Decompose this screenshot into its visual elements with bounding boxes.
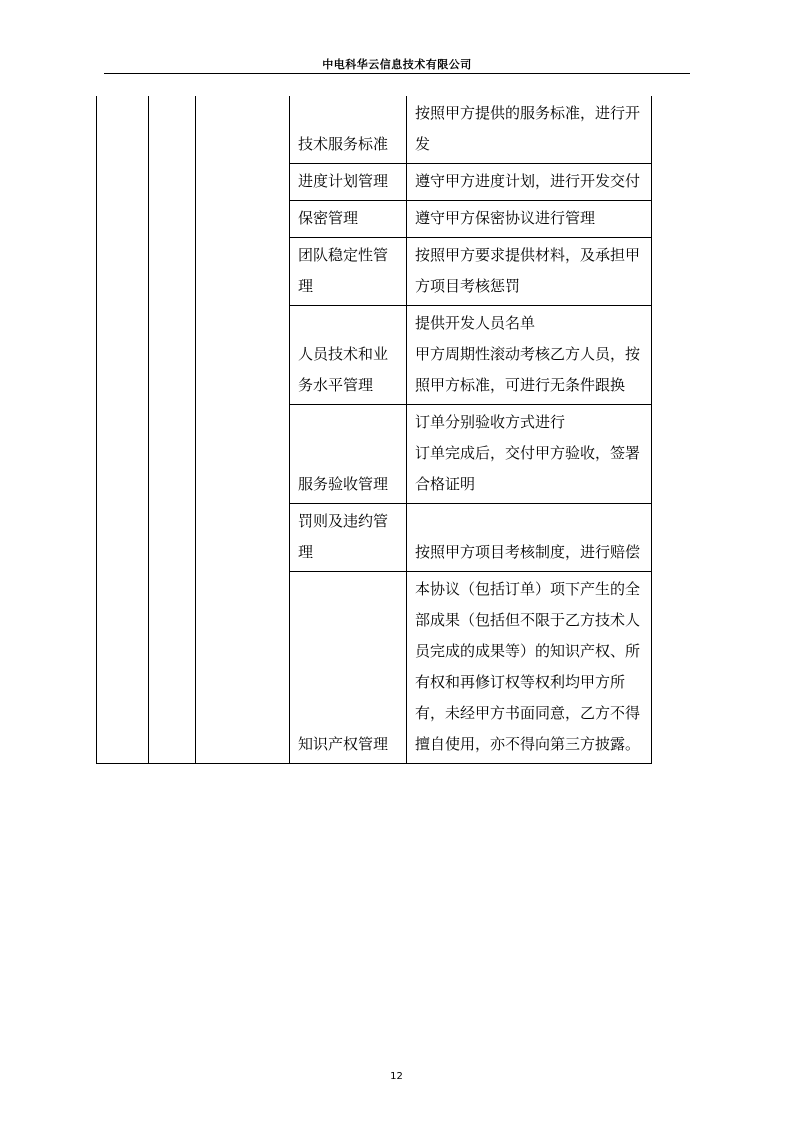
item-cell: 团队稳定性管理	[290, 238, 407, 306]
content-cell: 按照甲方项目考核制度，进行赔偿	[407, 504, 652, 572]
item-cell: 知识产权管理	[290, 572, 407, 764]
item-cell: 罚则及违约管理	[290, 504, 407, 572]
content-cell: 提供开发人员名单 甲方周期性滚动考核乙方人员，按照甲方标准，可进行无条件跟换	[407, 306, 652, 405]
content-cell: 按照甲方提供的服务标准，进行开发	[407, 96, 652, 164]
item-cell: 服务验收管理	[290, 405, 407, 504]
item-cell: 人员技术和业务水平管理	[290, 306, 407, 405]
management-table	[96, 96, 652, 764]
item-cell: 技术服务标准	[290, 96, 407, 164]
content-cell: 本协议（包括订单）项下产生的全部成果（包括但不限于乙方技术人员完成的成果等）的知识产权、所有权和再修订权等权利均甲方所有，未经甲方书面同意，乙方不得擅自使用，亦不得向第三方披露。	[407, 572, 652, 764]
content-cell: 按照甲方要求提供材料，及承担甲方项目考核惩罚	[407, 238, 652, 306]
content-cell: 遵守甲方保密协议进行管理	[407, 201, 652, 238]
table-row	[97, 96, 652, 164]
header-divider	[104, 73, 690, 74]
page-header-title: 中电科华云信息技术有限公司	[322, 58, 472, 71]
item-cell: 保密管理	[290, 201, 407, 238]
empty-column-1	[97, 96, 149, 764]
content-cell: 订单分别验收方式进行 订单完成后，交付甲方验收，签署合格证明	[407, 405, 652, 504]
empty-column-2	[149, 96, 196, 764]
item-cell: 进度计划管理	[290, 164, 407, 201]
content-cell: 遵守甲方进度计划，进行开发交付	[407, 164, 652, 201]
empty-column-3	[196, 96, 290, 764]
page-number: 12	[390, 1071, 403, 1082]
